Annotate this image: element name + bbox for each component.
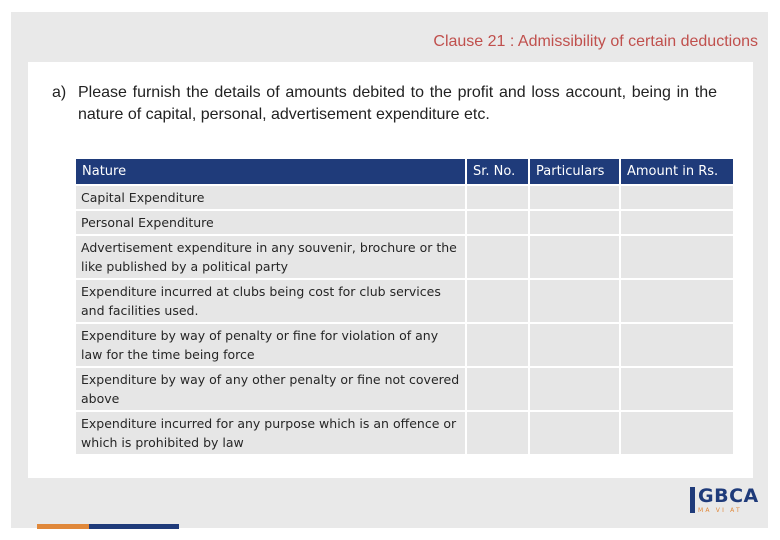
header-sr-no: Sr. No. xyxy=(467,159,528,184)
question-text: Please furnish the details of amounts debited to the profit and loss account, being in the nature of capital, personal, advertisement expenditure etc. xyxy=(78,84,717,123)
logo-mark xyxy=(690,487,695,513)
sr-no-cell xyxy=(467,280,528,322)
sr-no-cell xyxy=(467,236,528,278)
amount-cell xyxy=(621,368,733,410)
amount-cell xyxy=(621,186,733,209)
slide-title: Clause 21 : Admissibility of certain deductions xyxy=(433,33,758,50)
deductions-table xyxy=(74,157,735,456)
amount-cell xyxy=(621,324,733,366)
table-row xyxy=(76,280,733,322)
particulars-cell xyxy=(530,412,619,454)
nature-cell: Capital Expenditure xyxy=(76,186,465,209)
particulars-cell xyxy=(530,368,619,410)
question-marker: a) xyxy=(52,84,67,101)
nature-cell: Advertisement expenditure in any souvenir, brochure or the like published by a political party xyxy=(76,236,465,278)
footer-accent-blue xyxy=(89,524,179,529)
amount-cell xyxy=(621,211,733,234)
particulars-cell xyxy=(530,211,619,234)
table-row xyxy=(76,186,733,209)
header-particulars: Particulars xyxy=(530,159,619,184)
sr-no-cell xyxy=(467,412,528,454)
question-item xyxy=(52,82,717,126)
logo-name: GBCA xyxy=(698,485,759,507)
table-row xyxy=(76,368,733,410)
table-header-row xyxy=(76,159,733,184)
footer-accent-orange xyxy=(37,524,89,529)
sr-no-cell xyxy=(467,324,528,366)
header-amount: Amount in Rs. xyxy=(621,159,733,184)
sr-no-cell xyxy=(467,211,528,234)
sr-no-cell xyxy=(467,186,528,209)
nature-cell: Expenditure by way of penalty or fine for violation of any law for the time being force xyxy=(76,324,465,366)
amount-cell xyxy=(621,236,733,278)
gbca-logo xyxy=(690,485,760,517)
table-row xyxy=(76,211,733,234)
header-nature: Nature xyxy=(76,159,465,184)
nature-cell: Personal Expenditure xyxy=(76,211,465,234)
particulars-cell xyxy=(530,186,619,209)
nature-cell: Expenditure by way of any other penalty or fine not covered above xyxy=(76,368,465,410)
nature-cell: Expenditure incurred for any purpose which is an offence or which is prohibited by law xyxy=(76,412,465,454)
particulars-cell xyxy=(530,324,619,366)
particulars-cell xyxy=(530,280,619,322)
particulars-cell xyxy=(530,236,619,278)
nature-cell: Expenditure incurred at clubs being cost for club services and facilities used. xyxy=(76,280,465,322)
table-row xyxy=(76,236,733,278)
table-row xyxy=(76,324,733,366)
table-row xyxy=(76,412,733,454)
sr-no-cell xyxy=(467,368,528,410)
amount-cell xyxy=(621,280,733,322)
logo-tagline: MA VI AT xyxy=(698,507,742,514)
amount-cell xyxy=(621,412,733,454)
